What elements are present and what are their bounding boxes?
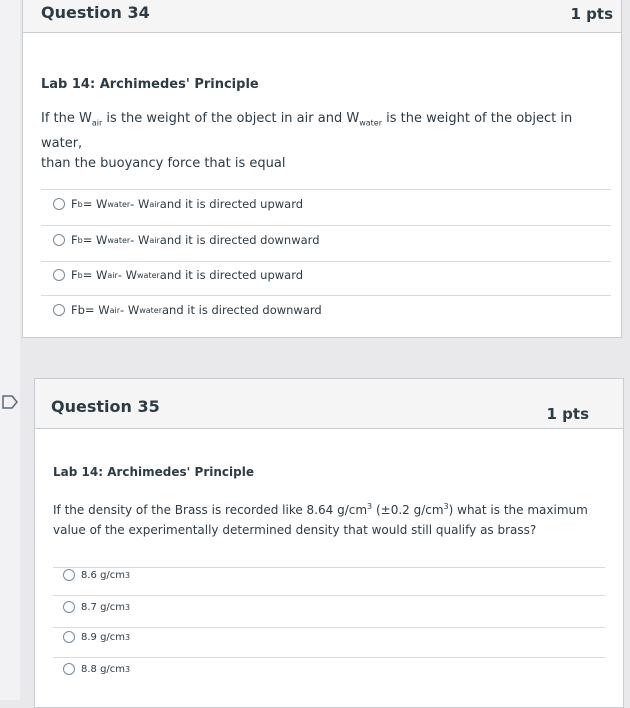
question-text: If the density of the Brass is recorded like 8.64 $g/cm^3$ (±0.2 $g/cm^3$) what is the maximum value of the experimentally determined density that would still qualify as brass? <box>53 502 588 537</box>
question-35-card <box>34 378 624 708</box>
answer-option[interactable]: 8.7 g/cm 3 <box>63 601 130 613</box>
radio-button[interactable] <box>63 569 75 581</box>
answer-option[interactable]: F b = W water - W air and it is directed downward <box>53 233 320 247</box>
answer-option[interactable]: 8.8 g/cm 3 <box>63 663 130 675</box>
radio-button[interactable] <box>53 304 65 316</box>
answer-option[interactable]: F b = W air - W water and it is directed upward <box>53 268 303 282</box>
answer-option[interactable]: 8.6 g/cm 3 <box>63 569 130 581</box>
question-title: Question 34 <box>41 3 150 22</box>
question-34-header <box>23 0 621 33</box>
question-35-header <box>35 379 623 429</box>
flag-icon[interactable] <box>2 395 18 409</box>
radio-button[interactable] <box>63 663 75 675</box>
lab-title: Lab 14: Archimedes' Principle <box>53 465 254 479</box>
radio-button[interactable] <box>63 631 75 643</box>
question-points: 1 pts <box>546 405 589 423</box>
question-34-card <box>22 0 622 338</box>
answer-option[interactable]: Fb = W air - W water and it is directed downward <box>53 303 322 317</box>
left-gutter <box>0 0 20 700</box>
question-title: Question 35 <box>51 397 160 416</box>
answer-option[interactable]: F b = W water - W air and it is directed upward <box>53 197 303 211</box>
radio-button[interactable] <box>53 198 65 210</box>
question-points: 1 pts <box>570 5 613 23</box>
radio-button[interactable] <box>53 269 65 281</box>
radio-button[interactable] <box>53 234 65 246</box>
answer-option[interactable]: 8.9 g/cm 3 <box>63 631 130 643</box>
question-text: If the $W_{air}$ is the weight of the object in air and $W_{water}$ is the weight of the object in water, than the buoyancy force that is equal <box>41 111 573 171</box>
radio-button[interactable] <box>63 601 75 613</box>
lab-title: Lab 14: Archimedes' Principle <box>41 77 259 92</box>
